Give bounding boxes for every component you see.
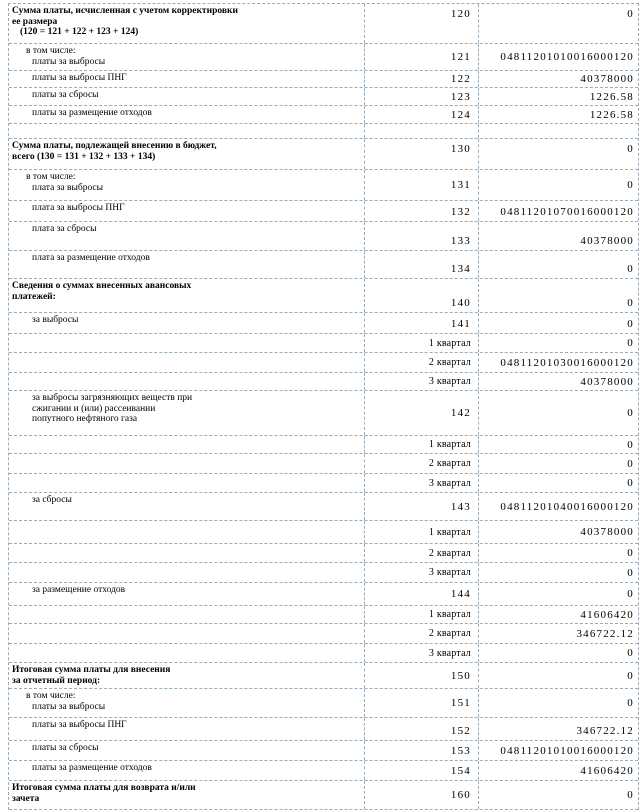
row-value: 04811201040016000120 — [500, 500, 634, 513]
row-value-cell — [478, 106, 638, 123]
row-code-cell — [364, 606, 478, 623]
description-line: всего (130 = 131 + 132 + 133 + 134) — [12, 151, 156, 162]
row-description-cell — [9, 251, 364, 278]
row-value: 0 — [627, 647, 634, 659]
row-code-cell — [364, 391, 478, 435]
row-code-cell — [364, 139, 478, 169]
row-value: 41606420 — [580, 608, 634, 621]
row-description-cell — [9, 44, 364, 70]
description-line: в том числе: — [26, 172, 76, 182]
description-line: (120 = 121 + 122 + 123 + 124) — [20, 27, 139, 37]
description-line: платы за выбросы ПНГ — [32, 720, 127, 730]
table-row — [9, 624, 638, 644]
description-line: плата за выбросы ПНГ — [32, 203, 125, 213]
table-row — [9, 201, 638, 222]
quarter-label: 1 квартал — [428, 439, 471, 450]
table-row — [9, 251, 638, 279]
row-code-cell — [364, 334, 478, 352]
description-line: Сведения о суммах внесенных авансовых — [12, 281, 192, 291]
row-value-cell — [478, 644, 638, 662]
row-description-cell — [9, 88, 364, 105]
row-code-cell — [364, 170, 478, 200]
row-code-cell — [364, 644, 478, 662]
row-description-cell — [9, 170, 364, 200]
row-value-cell — [478, 544, 638, 562]
line-code: 140 — [450, 297, 471, 309]
row-value-cell — [478, 334, 638, 352]
quarter-label: 3 квартал — [428, 376, 471, 387]
description-line: плата за выбросы — [32, 182, 104, 193]
row-value: 0 — [627, 179, 634, 191]
row-value-cell — [478, 373, 638, 390]
row-value-cell — [478, 474, 638, 492]
row-value-cell — [478, 493, 638, 520]
row-value-cell — [478, 124, 638, 138]
row-code-cell — [364, 313, 478, 333]
row-description-cell — [9, 124, 364, 138]
row-description-cell — [9, 544, 364, 562]
row-value: 0 — [627, 457, 634, 470]
table-row — [9, 454, 638, 474]
description-line: платы за размещение отходов — [32, 763, 152, 773]
row-code-cell — [364, 493, 478, 520]
row-description-cell — [9, 781, 364, 809]
row-code-cell — [364, 663, 478, 688]
description-line: за выбросы — [32, 315, 79, 325]
row-description-cell — [9, 334, 364, 352]
table-row — [9, 741, 638, 761]
row-value: 04811201070016000120 — [500, 206, 634, 218]
line-code: 160 — [450, 789, 471, 801]
description-line: за выбросы загрязняющих веществ при — [32, 393, 193, 403]
quarter-label: 2 квартал — [428, 547, 471, 559]
quarter-label: 3 квартал — [428, 647, 471, 659]
description-line: ее размера — [12, 16, 58, 27]
row-value: 0 — [627, 263, 634, 275]
quarter-label: 2 квартал — [428, 357, 471, 368]
row-description-cell — [9, 624, 364, 643]
row-value-cell — [478, 222, 638, 250]
line-code: 121 — [450, 51, 471, 63]
row-value: 04811201010016000120 — [500, 745, 634, 757]
row-value-cell — [478, 454, 638, 473]
row-description-cell — [9, 454, 364, 473]
payment-table — [8, 3, 639, 810]
row-description-cell — [9, 474, 364, 492]
description-line: Сумма платы, подлежащей внесению в бюджет, — [12, 141, 217, 151]
row-description-cell — [9, 689, 364, 717]
row-description-cell — [9, 718, 364, 740]
quarter-label: 1 квартал — [428, 609, 471, 620]
row-value-cell — [478, 71, 638, 87]
row-description-cell — [9, 373, 364, 390]
row-code-cell — [364, 741, 478, 760]
table-row — [9, 436, 638, 454]
table-row — [9, 493, 638, 521]
row-value: 0 — [627, 477, 634, 489]
description-line: Итоговая сумма платы для внесения — [12, 665, 171, 675]
row-value: 04811201010016000120 — [500, 51, 634, 63]
row-value-cell — [478, 391, 638, 435]
table-row — [9, 373, 638, 391]
table-row — [9, 4, 638, 44]
row-value: 0 — [627, 547, 634, 559]
row-description-cell — [9, 436, 364, 453]
row-code-cell — [364, 474, 478, 492]
row-code-cell — [364, 781, 478, 809]
row-description-cell — [9, 583, 364, 605]
table-row — [9, 718, 638, 741]
row-value: 1226.58 — [589, 90, 634, 103]
description-line: плата за размещение отходов — [32, 253, 150, 263]
table-row — [9, 781, 638, 810]
line-code: 144 — [450, 588, 471, 600]
row-description-cell — [9, 313, 364, 333]
row-code-cell — [364, 106, 478, 123]
table-row — [9, 124, 638, 139]
row-value-cell — [478, 201, 638, 221]
quarter-label: 1 квартал — [428, 526, 471, 538]
row-value-cell — [478, 279, 638, 312]
row-value-cell — [478, 521, 638, 543]
row-code-cell — [364, 44, 478, 70]
row-description-cell — [9, 741, 364, 760]
row-value: 0 — [627, 318, 634, 330]
line-code: 151 — [450, 697, 471, 709]
table-row — [9, 563, 638, 583]
table-row — [9, 279, 638, 313]
row-value-cell — [478, 563, 638, 582]
row-value-cell — [478, 741, 638, 760]
row-value-cell — [478, 436, 638, 453]
table-row — [9, 521, 638, 544]
line-code: 130 — [450, 143, 471, 155]
description-line: Сумма платы, исчисленная с учетом корректировки — [12, 6, 238, 16]
row-code-cell — [364, 373, 478, 390]
row-value-cell — [478, 718, 638, 740]
row-code-cell — [364, 544, 478, 562]
line-code: 142 — [450, 407, 471, 419]
row-code-cell — [364, 279, 478, 312]
row-code-cell — [364, 88, 478, 105]
row-code-cell — [364, 436, 478, 453]
table-row — [9, 334, 638, 353]
row-description-cell — [9, 563, 364, 582]
quarter-label: 3 квартал — [428, 567, 471, 578]
row-value: 0 — [627, 588, 634, 600]
row-description-cell — [9, 279, 364, 312]
description-line: за сбросы — [32, 495, 72, 505]
description-line: платы за выбросы ПНГ — [32, 73, 127, 83]
row-code-cell — [364, 521, 478, 543]
row-code-cell — [364, 353, 478, 372]
row-value: 0 — [627, 8, 634, 20]
description-line: сжигании и (или) рассеивании — [32, 403, 156, 414]
row-description-cell — [9, 106, 364, 123]
row-value: 0 — [627, 669, 634, 682]
row-description-cell — [9, 761, 364, 780]
quarter-label: 1 квартал — [428, 337, 471, 349]
line-code: 131 — [450, 179, 471, 191]
line-code: 132 — [450, 206, 471, 218]
description-line: зачета — [12, 793, 40, 804]
row-value-cell — [478, 606, 638, 623]
row-description-cell — [9, 4, 364, 43]
table-row — [9, 544, 638, 563]
table-row — [9, 71, 638, 88]
table-row — [9, 139, 638, 170]
row-description-cell — [9, 353, 364, 372]
table-row — [9, 170, 638, 201]
description-line: платы за сбросы — [32, 90, 99, 100]
row-code-cell — [364, 761, 478, 780]
table-row — [9, 106, 638, 124]
row-code-cell — [364, 718, 478, 740]
row-description-cell — [9, 663, 364, 688]
line-code: 120 — [450, 8, 471, 20]
row-code-cell — [364, 71, 478, 87]
line-code: 134 — [450, 263, 471, 275]
row-description-cell — [9, 139, 364, 169]
row-value-cell — [478, 313, 638, 333]
line-code: 150 — [450, 669, 471, 682]
table-row — [9, 663, 638, 689]
row-value: 0 — [627, 697, 634, 709]
description-line: попутного нефтяного газа — [32, 414, 138, 424]
line-code: 133 — [450, 235, 471, 247]
row-description-cell — [9, 606, 364, 623]
row-code-cell — [364, 583, 478, 605]
row-value: 1226.58 — [589, 108, 634, 121]
row-description-cell — [9, 391, 364, 435]
row-value-cell — [478, 781, 638, 809]
row-value: 346722.12 — [576, 627, 634, 640]
table-row — [9, 88, 638, 106]
row-value-cell — [478, 251, 638, 278]
row-value: 0 — [627, 297, 634, 309]
line-code: 152 — [450, 725, 471, 737]
row-description-cell — [9, 71, 364, 87]
row-value: 41606420 — [580, 765, 634, 777]
row-value: 40378000 — [580, 235, 634, 247]
table-row — [9, 761, 638, 781]
table-row — [9, 353, 638, 373]
row-code-cell — [364, 4, 478, 43]
row-value-cell — [478, 139, 638, 169]
row-code-cell — [364, 563, 478, 582]
row-code-cell — [364, 689, 478, 717]
line-code: 141 — [450, 318, 471, 330]
row-value: 40378000 — [580, 73, 634, 85]
table-row — [9, 583, 638, 606]
line-code: 143 — [450, 500, 471, 513]
description-line: платы за выбросы — [32, 56, 106, 67]
description-line: платы за размещение отходов — [32, 108, 152, 118]
row-code-cell — [364, 251, 478, 278]
table-row — [9, 44, 638, 71]
line-code: 153 — [450, 745, 471, 757]
description-line: платы за выбросы — [32, 701, 106, 712]
table-row — [9, 606, 638, 624]
row-description-cell — [9, 521, 364, 543]
row-value-cell — [478, 583, 638, 605]
description-line: платежей: — [12, 291, 56, 302]
row-value-cell — [478, 170, 638, 200]
line-code: 124 — [450, 108, 471, 121]
table-row — [9, 644, 638, 663]
line-code: 123 — [450, 90, 471, 103]
row-description-cell — [9, 644, 364, 662]
row-value-cell — [478, 88, 638, 105]
row-value-cell — [478, 689, 638, 717]
row-value: 0 — [627, 337, 634, 349]
table-row — [9, 222, 638, 251]
row-value: 0 — [627, 407, 634, 419]
row-code-cell — [364, 624, 478, 643]
line-code: 122 — [450, 73, 471, 85]
quarter-label: 2 квартал — [428, 628, 471, 639]
row-code-cell — [364, 222, 478, 250]
row-value-cell — [478, 761, 638, 780]
row-value-cell — [478, 624, 638, 643]
row-value: 04811201030016000120 — [500, 356, 634, 369]
description-line: Итоговая сумма платы для возврата и/или — [12, 783, 196, 793]
description-line: в том числе: — [26, 46, 76, 56]
row-code-cell — [364, 454, 478, 473]
row-value-cell — [478, 44, 638, 70]
table-row — [9, 474, 638, 493]
row-description-cell — [9, 201, 364, 221]
row-value: 0 — [627, 143, 634, 155]
row-value: 40378000 — [580, 375, 634, 388]
quarter-label: 2 квартал — [428, 458, 471, 469]
table-row — [9, 313, 638, 334]
table-row — [9, 391, 638, 436]
row-code-cell — [364, 124, 478, 138]
description-line: в том числе: — [26, 691, 76, 701]
row-description-cell — [9, 222, 364, 250]
row-value: 346722.12 — [576, 725, 634, 737]
description-line: плата за сбросы — [32, 224, 97, 234]
row-value-cell — [478, 353, 638, 372]
row-code-cell — [364, 201, 478, 221]
table-row — [9, 689, 638, 718]
quarter-label: 3 квартал — [428, 477, 471, 489]
row-description-cell — [9, 493, 364, 520]
row-value: 0 — [627, 566, 634, 579]
row-value: 0 — [627, 438, 634, 451]
row-value-cell — [478, 663, 638, 688]
description-line: платы за сбросы — [32, 743, 99, 753]
line-code: 154 — [450, 765, 471, 777]
description-line: за отчетный период: — [12, 675, 101, 686]
row-value: 0 — [627, 789, 634, 801]
description-line: за размещение отходов — [32, 585, 126, 595]
row-value-cell — [478, 4, 638, 43]
row-value: 40378000 — [580, 526, 634, 538]
